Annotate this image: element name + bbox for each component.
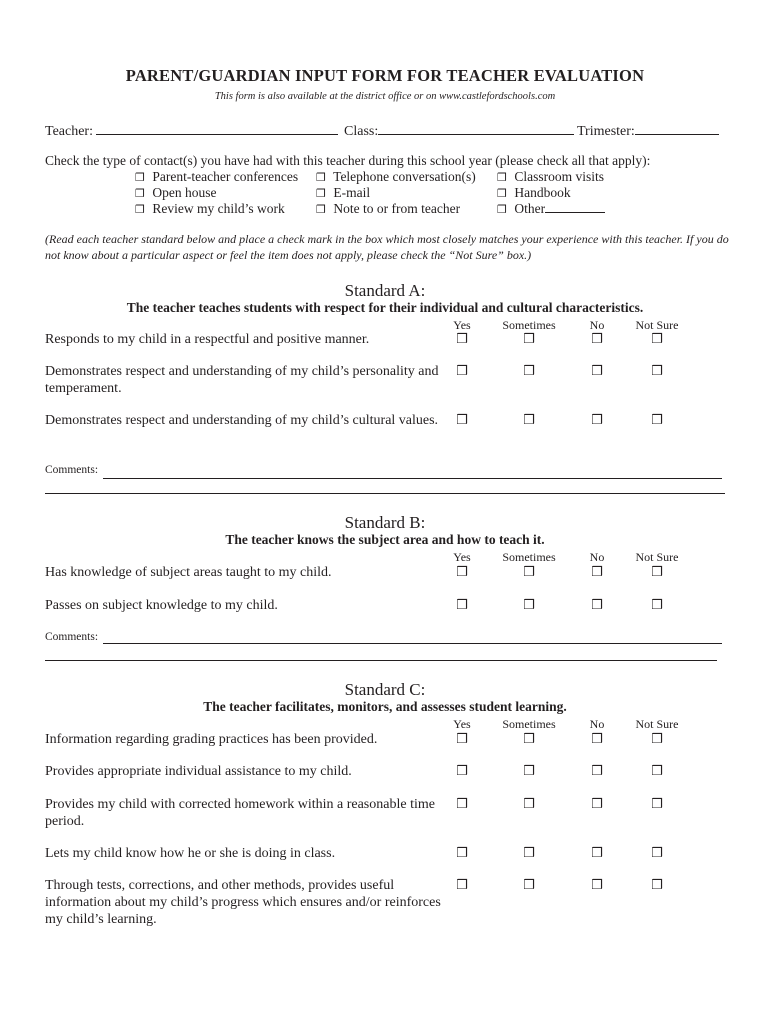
- question-text: Demonstrates respect and understanding of my child’s cultural values.: [45, 413, 439, 428]
- question-text: Demonstrates respect and understanding of my child’s personality and temperament.: [45, 364, 439, 396]
- question-text: Through tests, corrections, and other methods, provides useful information about my child’s progress which ensures and/or reinforces my child’s learning.: [45, 878, 441, 927]
- column-header: Yes: [453, 717, 471, 731]
- response-checkbox-icon[interactable]: ❒: [523, 764, 535, 779]
- column-header: Not Sure: [635, 318, 679, 332]
- response-checkbox-icon[interactable]: ❒: [591, 878, 603, 893]
- column-header: Not Sure: [635, 550, 679, 564]
- comments-label: Comments:: [45, 464, 99, 476]
- response-checkbox-icon[interactable]: ❒: [456, 764, 468, 779]
- comments-line[interactable]: [103, 478, 722, 479]
- response-checkbox-icon[interactable]: ❒: [523, 413, 535, 428]
- column-header: Yes: [453, 318, 471, 332]
- column-header: Yes: [453, 550, 471, 564]
- checkbox-icon[interactable]: ❒: [316, 203, 326, 216]
- checkbox-icon[interactable]: ❒: [316, 187, 326, 200]
- response-checkbox-icon[interactable]: ❒: [523, 565, 535, 580]
- response-checkbox-icon[interactable]: ❒: [523, 364, 535, 379]
- trimester-label: Trimester:: [577, 124, 635, 139]
- response-checkbox-icon[interactable]: ❒: [591, 764, 603, 779]
- response-checkbox-icon[interactable]: ❒: [591, 732, 603, 747]
- contact-option-label: E-mail: [333, 185, 371, 200]
- response-checkbox-icon[interactable]: ❒: [591, 332, 603, 347]
- response-checkbox-icon[interactable]: ❒: [651, 764, 663, 779]
- response-checkbox-icon[interactable]: ❒: [591, 565, 603, 580]
- standard-description: The teacher teaches students with respect for their individual and cultural characteristics.: [126, 300, 644, 315]
- response-checkbox-icon[interactable]: ❒: [651, 364, 663, 379]
- contact-option[interactable]: [135, 185, 217, 201]
- response-checkbox-icon[interactable]: ❒: [651, 846, 663, 861]
- response-checkbox-icon[interactable]: ❒: [523, 332, 535, 347]
- contact-option-label: Parent-teacher conferences: [152, 169, 299, 184]
- response-checkbox-icon[interactable]: ❒: [651, 565, 663, 580]
- checkbox-icon[interactable]: ❒: [135, 187, 145, 200]
- question-text: Information regarding grading practices has been provided.: [45, 732, 378, 747]
- contact-option-label: Open house: [152, 185, 217, 200]
- checkbox-icon[interactable]: ❒: [135, 203, 145, 216]
- column-header: No: [589, 717, 605, 731]
- response-checkbox-icon[interactable]: ❒: [456, 846, 468, 861]
- response-checkbox-icon[interactable]: ❒: [591, 846, 603, 861]
- comments-label: Comments:: [45, 631, 99, 643]
- contact-option[interactable]: [497, 201, 605, 217]
- standard-title: Standard C:: [344, 680, 426, 699]
- teacher-label: Teacher:: [45, 124, 93, 139]
- standard-title: Standard B:: [344, 513, 426, 532]
- checkbox-icon[interactable]: ❒: [316, 171, 326, 184]
- standard-title: Standard A:: [344, 281, 426, 300]
- contact-option[interactable]: [316, 169, 476, 185]
- response-checkbox-icon[interactable]: ❒: [456, 413, 468, 428]
- response-checkbox-icon[interactable]: ❒: [456, 732, 468, 747]
- contact-option-label: Review my child’s work: [152, 201, 285, 216]
- response-checkbox-icon[interactable]: ❒: [456, 332, 468, 347]
- comments-line[interactable]: [45, 660, 717, 661]
- response-checkbox-icon[interactable]: ❒: [523, 797, 535, 812]
- response-checkbox-icon[interactable]: ❒: [651, 598, 663, 613]
- response-checkbox-icon[interactable]: ❒: [651, 332, 663, 347]
- response-checkbox-icon[interactable]: ❒: [456, 797, 468, 812]
- response-checkbox-icon[interactable]: ❒: [456, 364, 468, 379]
- column-header: Not Sure: [635, 717, 679, 731]
- form-subtitle: This form is also available at the district office or on www.castlefordschools.com: [214, 91, 556, 102]
- contact-option-label: Classroom visits: [514, 169, 605, 184]
- standard-description: The teacher knows the subject area and how to teach it.: [225, 532, 545, 547]
- checkbox-icon[interactable]: ❒: [497, 203, 507, 216]
- form-title: PARENT/GUARDIAN INPUT FORM FOR TEACHER EVALUATION: [125, 66, 645, 85]
- question-text: Passes on subject knowledge to my child.: [45, 598, 278, 613]
- class-label: Class:: [344, 124, 379, 139]
- response-checkbox-icon[interactable]: ❒: [591, 797, 603, 812]
- checkbox-icon[interactable]: ❒: [135, 171, 145, 184]
- contact-option-label: Telephone conversation(s): [333, 169, 476, 184]
- other-blank[interactable]: [545, 201, 605, 213]
- checkbox-icon[interactable]: ❒: [497, 171, 507, 184]
- contact-intro: Check the type of contact(s) you have had with this teacher during this school year (please check all that apply):: [45, 153, 651, 168]
- response-checkbox-icon[interactable]: ❒: [651, 797, 663, 812]
- response-checkbox-icon[interactable]: ❒: [591, 598, 603, 613]
- contact-option-label: Other: [514, 201, 546, 216]
- contact-option[interactable]: [316, 185, 370, 201]
- response-checkbox-icon[interactable]: ❒: [523, 732, 535, 747]
- contact-option[interactable]: [135, 201, 285, 217]
- column-header: No: [589, 318, 605, 332]
- class-field[interactable]: [344, 121, 574, 140]
- question-text: Has knowledge of subject areas taught to my child.: [45, 565, 332, 580]
- response-checkbox-icon[interactable]: ❒: [456, 598, 468, 613]
- contact-option-label: Note to or from teacher: [333, 201, 461, 216]
- response-checkbox-icon[interactable]: ❒: [523, 846, 535, 861]
- response-checkbox-icon[interactable]: ❒: [523, 878, 535, 893]
- teacher-blank[interactable]: [96, 121, 338, 135]
- contact-option[interactable]: [497, 185, 571, 201]
- contact-option[interactable]: [497, 169, 604, 185]
- response-checkbox-icon[interactable]: ❒: [591, 364, 603, 379]
- response-checkbox-icon[interactable]: ❒: [651, 878, 663, 893]
- question-text: Lets my child know how he or she is doing in class.: [45, 846, 336, 861]
- question-text: Provides appropriate individual assistance to my child.: [45, 764, 352, 779]
- response-checkbox-icon[interactable]: ❒: [456, 878, 468, 893]
- column-header: Sometimes: [502, 550, 556, 564]
- teacher-field[interactable]: [45, 121, 338, 140]
- instructions-text: (Read each teacher standard below and place a check mark in the box which most closely matches your experience with this teacher. If you do not know about a particular aspect or feel the item does not apply, please check the “Not Sure” box.): [45, 232, 729, 262]
- contact-option-label: Handbook: [514, 185, 571, 200]
- standard-description: The teacher facilitates, monitors, and assesses student learning.: [203, 699, 567, 714]
- response-checkbox-icon[interactable]: ❒: [651, 732, 663, 747]
- trimester-blank[interactable]: [635, 121, 719, 135]
- trimester-field[interactable]: [577, 121, 719, 140]
- question-text: Provides my child with corrected homework within a reasonable time period.: [45, 797, 435, 829]
- response-checkbox-icon[interactable]: ❒: [651, 413, 663, 428]
- contact-option[interactable]: [316, 201, 460, 217]
- column-header: Sometimes: [502, 717, 556, 731]
- class-blank[interactable]: [378, 121, 574, 135]
- comments-line[interactable]: [45, 493, 725, 494]
- response-checkbox-icon[interactable]: ❒: [456, 565, 468, 580]
- column-header: No: [589, 550, 605, 564]
- response-checkbox-icon[interactable]: ❒: [591, 413, 603, 428]
- response-checkbox-icon[interactable]: ❒: [523, 598, 535, 613]
- comments-line[interactable]: [103, 643, 722, 644]
- column-header: Sometimes: [502, 318, 556, 332]
- checkbox-icon[interactable]: ❒: [497, 187, 507, 200]
- question-text: Responds to my child in a respectful and positive manner.: [45, 332, 370, 347]
- contact-option[interactable]: [135, 169, 298, 185]
